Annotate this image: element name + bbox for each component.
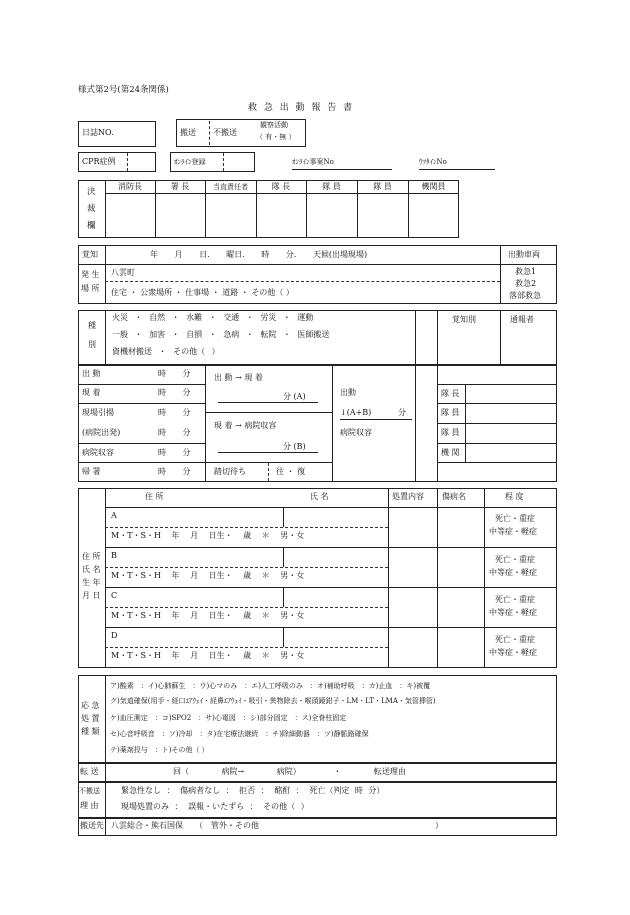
treatment-label-3: 種 類: [81, 727, 100, 736]
awareness-date-line[interactable]: 年 月 日. 曜日. 時 分. 天候(出場現場): [150, 250, 368, 259]
scene-to-hospital: 現 着 → 病院収容: [214, 421, 277, 430]
go-back[interactable]: 往 ・ 復: [276, 467, 306, 476]
time-hospdepart: (病院出発): [82, 428, 121, 437]
form-number: 様式第2号(第24条関係): [78, 85, 169, 95]
patient-b-sev1[interactable]: 死亡・重症: [495, 555, 535, 564]
vehicle-3[interactable]: 落部救急: [509, 291, 541, 300]
treatment-label-2: 処 置: [81, 714, 100, 723]
vehicle-2[interactable]: 救急2: [515, 279, 537, 288]
approval-col-chief: 消防長: [118, 182, 142, 191]
types-label-1: 種: [88, 321, 96, 330]
time-leave: 現場引揚: [82, 408, 114, 417]
treatment-line-3[interactable]: ケ)血圧測定 ：コ)SPO2 ：サ)心電図 ：シ)部分固定 ：ス)全脊柱固定: [110, 714, 347, 722]
approval-col-captain: 隊 長: [271, 182, 291, 191]
vehicle-label: 出動車両: [508, 250, 540, 259]
observation-label: 観察活動: [260, 121, 288, 129]
online-case-label: ｵﾝﾗｲﾝ事案No: [292, 158, 334, 166]
patient-b-id: B: [111, 551, 117, 560]
col-name: 氏 名: [310, 492, 329, 501]
min-a[interactable]: 分 (A): [283, 392, 306, 401]
no-transport-line-2[interactable]: 現場処置のみ ： 誤報・いたずら ： その他（ ）: [121, 802, 309, 811]
cpr-label: CPR症例: [82, 157, 116, 166]
patient-c-sev2[interactable]: 中等症・軽症: [489, 608, 537, 617]
time-dispatch-unit[interactable]: 時 分: [158, 369, 191, 378]
page-title: 救 急 出 動 報 告 書: [248, 103, 355, 113]
online-label: ｵﾝﾗｲﾝ登録: [174, 158, 206, 166]
approval-char-1: 決: [87, 187, 96, 197]
patient-c-sev1[interactable]: 死亡・重症: [495, 595, 535, 604]
patient-a-sev2[interactable]: 中等症・軽症: [489, 527, 537, 536]
crew-captain: 隊 長: [441, 389, 460, 398]
patient-b-sev2[interactable]: 中等症・軽症: [489, 568, 537, 577]
awareness-type-label: 覚知別: [452, 315, 476, 324]
crew-member2: 隊 員: [441, 428, 460, 437]
patient-d-sev1[interactable]: 死亡・重症: [495, 635, 535, 644]
patient-a-sev1[interactable]: 死亡・重症: [495, 514, 535, 523]
transport-option[interactable]: 搬送: [180, 128, 196, 137]
crew-engineer: 機 関: [441, 448, 460, 457]
destination-label: 搬送先: [80, 821, 104, 830]
side-label-4: 月 日: [82, 591, 101, 600]
approval-col-member1: 隊 員: [322, 182, 341, 191]
patient-d-id: D: [111, 631, 118, 640]
no-transport-line-1[interactable]: 緊急性なし ： 傷病者なし ： 拒否 ： 酩酊 ： 死亡（判定 時 分）: [121, 786, 385, 795]
no-transport-option[interactable]: 不搬送: [213, 128, 237, 137]
reporter-label: 通報者: [510, 315, 534, 324]
min-b[interactable]: 分 (B): [283, 442, 306, 451]
treatment-line-1[interactable]: ア)酸素 ：イ)心肺蘇生 ：ウ)心マのみ ：エ)人工呼吸のみ ：オ)補助呼吸 ：カ)止血 ：キ)被覆: [110, 682, 431, 690]
observation-options[interactable]: （ 有・無 ）: [256, 133, 296, 141]
treatment-line-2[interactable]: ク)気道確保(用手・経口ｴｱｳｪｲ・経鼻ｴｱｳｪｲ・吸引・異物除去・喉頭鏡鉗子・LM・LT・LMA・気管挿管): [110, 697, 436, 705]
time-hospital-unit[interactable]: 時 分: [158, 448, 191, 457]
approval-col-engineer: 機関員: [421, 182, 446, 191]
place-label-2: 場 所: [81, 284, 100, 293]
col-address: 住 所: [145, 492, 164, 501]
time-leave-unit[interactable]: 時 分: [158, 408, 191, 417]
approval-col-duty: 当直責任者: [213, 183, 248, 191]
side-label-1: 住 所: [82, 552, 101, 561]
dispatch-label: 出動: [340, 388, 356, 397]
time-arrive-unit[interactable]: 時 分: [158, 388, 191, 397]
types-row2[interactable]: 一般 ・ 加害 ・ 自損 ・ 急病 ・ 転院 ・ 医師搬送: [112, 330, 330, 339]
treatment-line-4[interactable]: セ)心音呼吸音 ：ソ)冷却 ：タ)在宅療法継続 ：チ)除細動器 ：ツ)静脈路確保: [110, 730, 369, 738]
approval-char-2: 裁: [87, 204, 96, 214]
treatment-label-1: 応 急: [81, 701, 100, 710]
approval-col-member2: 隊 員: [373, 182, 392, 191]
patient-a-id: A: [111, 511, 117, 520]
approval-char-3: 欄: [87, 221, 96, 231]
col-severity: 程 度: [505, 492, 524, 501]
types-label-2: 別: [88, 340, 96, 349]
utstein-label: ｳﾂﾀｲﾝNo: [419, 158, 447, 166]
log-number-label: 日誌NO.: [82, 128, 114, 137]
time-return: 帰 署: [82, 467, 101, 476]
dispatch-to-scene: 出 動 → 現 着: [214, 373, 263, 382]
transfer-label: 転 送: [80, 767, 99, 776]
time-return-unit[interactable]: 時 分: [158, 467, 191, 476]
time-arrive: 現 着: [82, 388, 101, 397]
crew-member1: 隊 員: [441, 408, 460, 417]
treatment-line-5[interactable]: テ)薬剤投与 ：ト)その他（ ）: [110, 746, 209, 754]
place-label-1: 発 生: [81, 270, 100, 279]
no-transport-label-1: 不搬送: [79, 787, 100, 795]
types-row3[interactable]: 資機材搬送 ・ その他（ ）: [112, 347, 220, 356]
col-injury: 傷病名: [442, 492, 466, 501]
patient-b-dob[interactable]: M・T・S・H 年 月 日生・ 歳 ＊ 男・女: [111, 571, 305, 580]
patient-a-dob[interactable]: M・T・S・H 年 月 日生・ 歳 ＊ 男・女: [111, 531, 305, 540]
place-types[interactable]: 住宅 ・ 公衆場所 ・ 仕事場 ・ 道路 ・ その他（ ）: [111, 288, 294, 297]
side-label-3: 生 年: [82, 578, 101, 587]
no-transport-label-2: 理 由: [80, 801, 99, 810]
ab-label: ↓(A+B): [340, 408, 372, 417]
town-name: 八雲町: [111, 268, 135, 277]
side-label-2: 氏 名: [82, 565, 101, 574]
patient-c-id: C: [111, 591, 118, 600]
time-hospdepart-unit[interactable]: 時 分: [158, 428, 191, 437]
time-dispatch: 出 動: [82, 369, 101, 378]
hospital-label: 病院収容: [340, 428, 372, 437]
awareness-label: 覚知: [82, 250, 98, 259]
destination-line[interactable]: 八雲総合・熊石国保 （ 管外・その他 ）: [111, 821, 443, 830]
approval-col-station: 署 長: [170, 182, 190, 191]
types-row1[interactable]: 火災 ・ 自然 ・ 水難 ・ 交通 ・ 労災 ・ 運動: [112, 313, 314, 322]
col-treatment: 処置内容: [392, 492, 424, 501]
crossing-wait: 踏切待ち: [214, 467, 246, 476]
time-hospital: 病院収容: [82, 448, 114, 457]
transfer-line[interactable]: 回（ 病院→ 病院） ・ 転送理由: [173, 767, 406, 776]
vehicle-1[interactable]: 救急1: [515, 267, 537, 276]
patient-d-dob[interactable]: M・T・S・H 年 月 日生・ 歳 ＊ 男・女: [111, 651, 305, 660]
ab-min[interactable]: 分: [398, 408, 406, 417]
patient-c-dob[interactable]: M・T・S・H 年 月 日生・ 歳 ＊ 男・女: [111, 611, 305, 620]
patient-d-sev2[interactable]: 中等症・軽症: [489, 648, 537, 657]
